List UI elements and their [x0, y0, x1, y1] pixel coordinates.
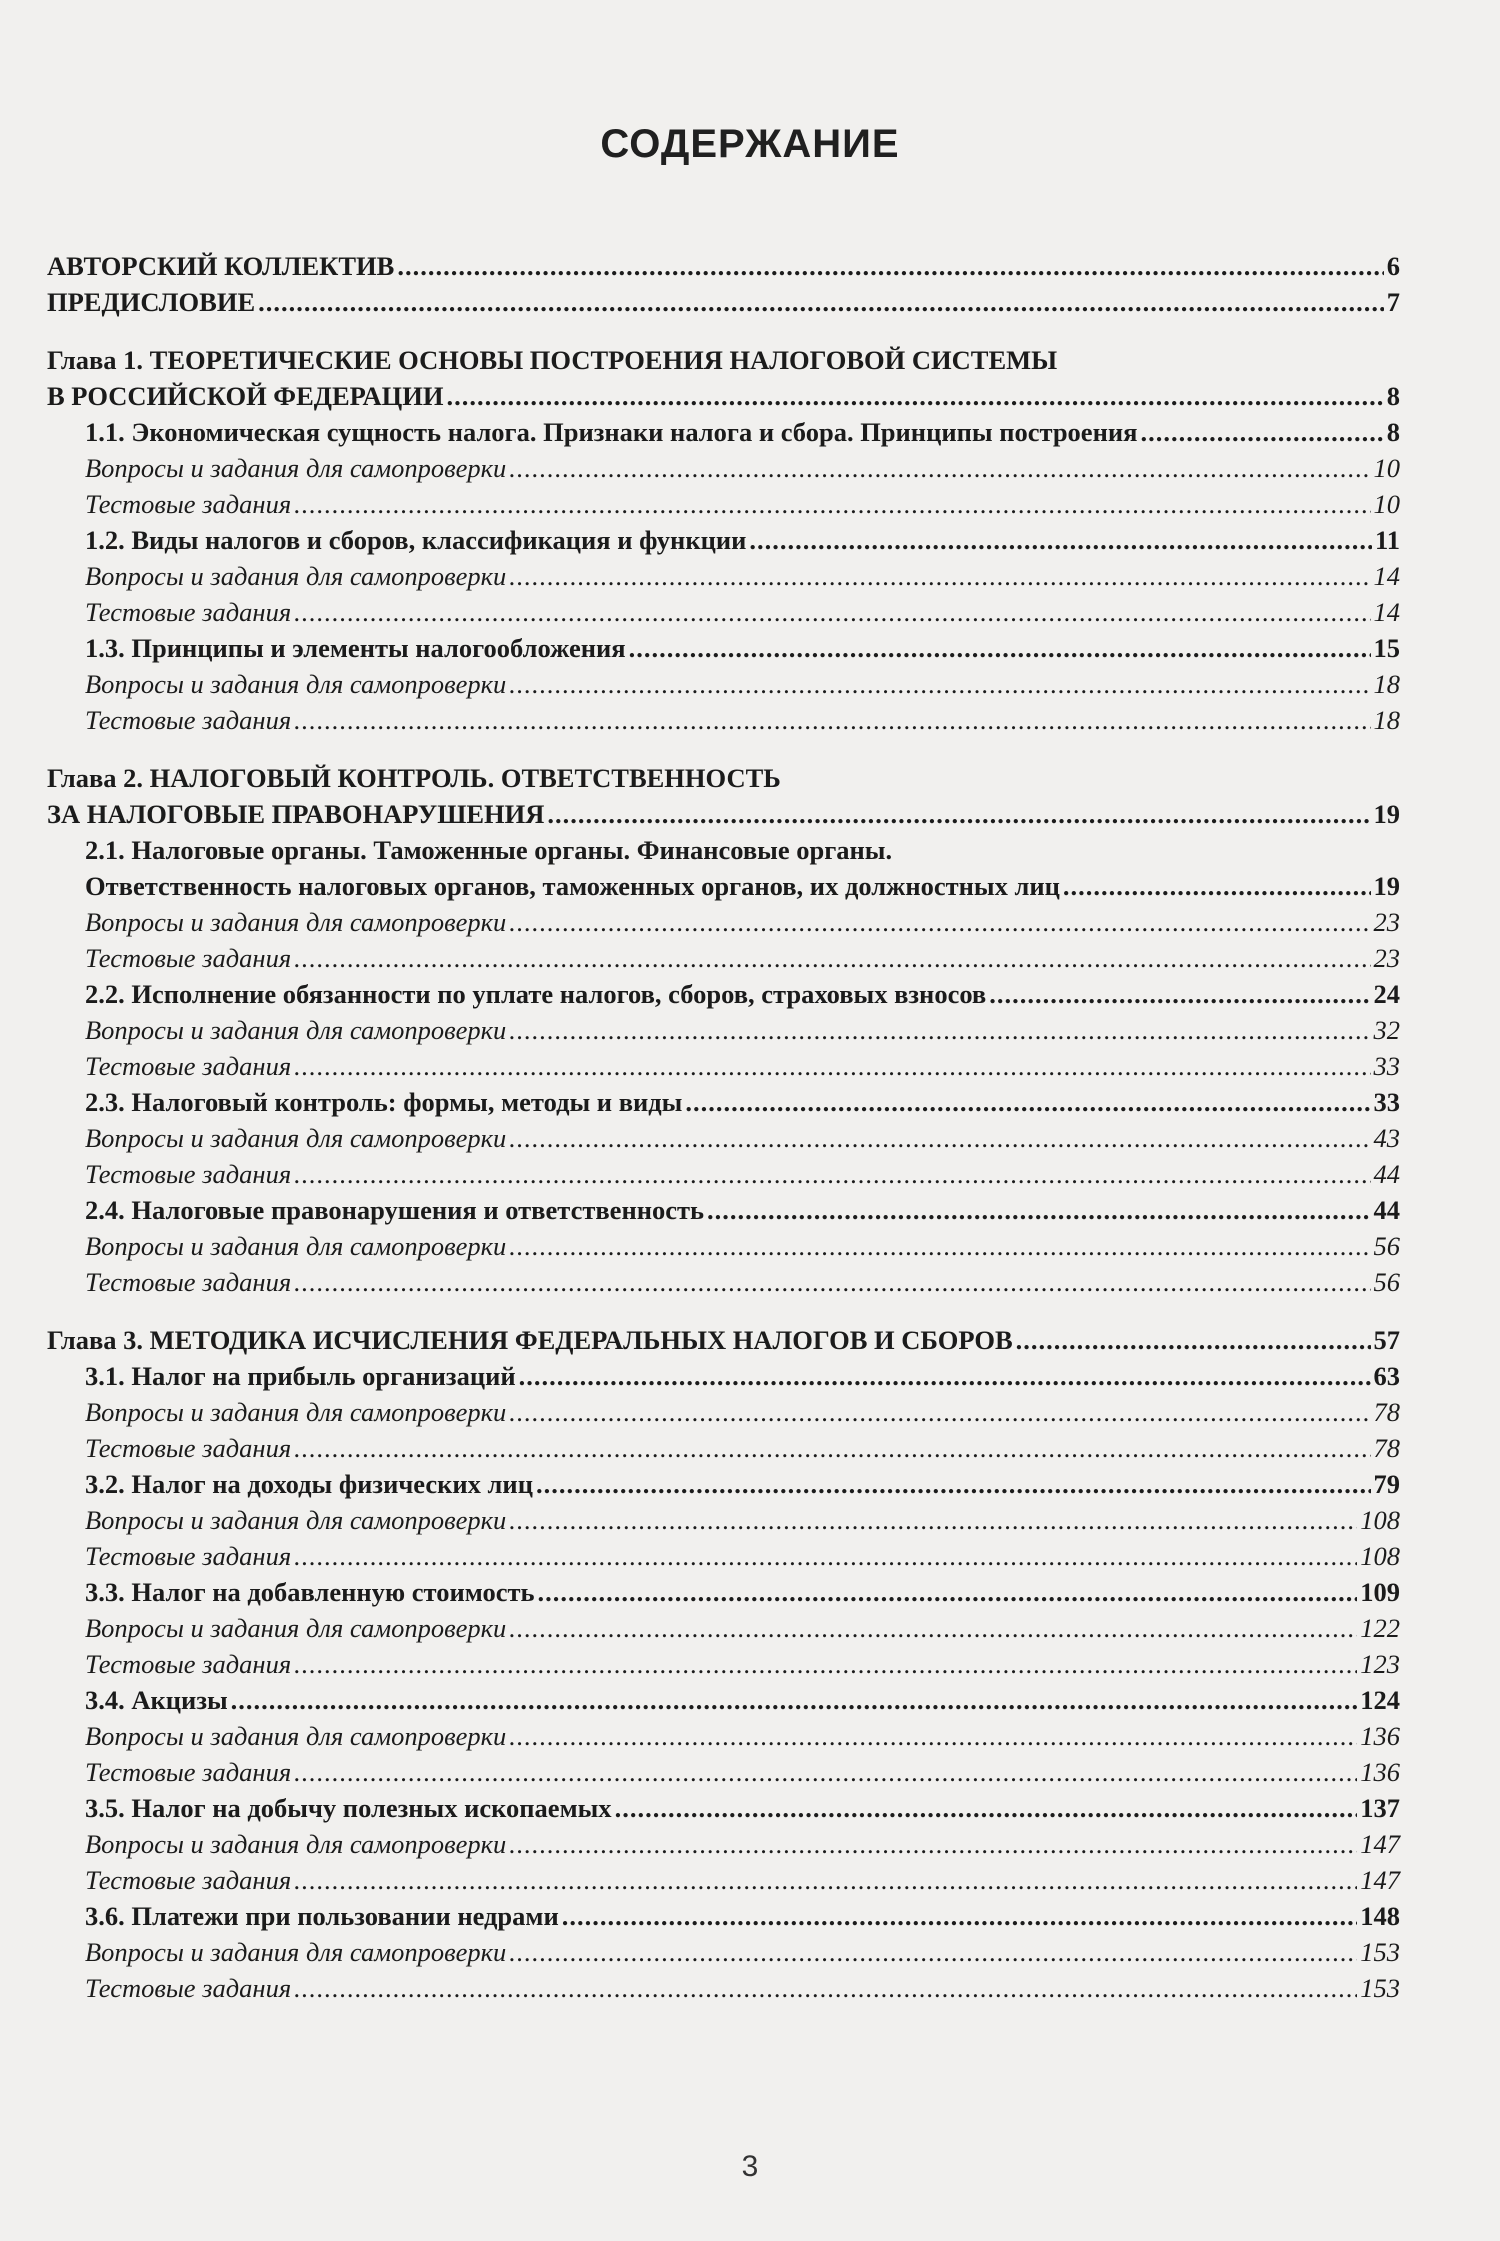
toc-entry-label: Вопросы и задания для самопроверки — [85, 1937, 507, 1967]
toc-entry-label: Вопросы и задания для самопроверки — [85, 1613, 507, 1643]
toc-page-number: 78 — [1373, 1397, 1400, 1427]
toc-entry-label: Ответственность налоговых органов, таможенных органов, их должностных лиц — [85, 871, 1060, 901]
chapter-heading: Глава 2. НАЛОГОВЫЙ КОНТРОЛЬ. ОТВЕТСТВЕННОСТЬ — [47, 763, 781, 793]
toc-entry-label: 1.3. Принципы и элементы налогообложения — [85, 633, 626, 663]
tests-entry — [47, 940, 1400, 976]
toc-page-number: 43 — [1373, 1123, 1400, 1153]
front-matter-entry — [47, 248, 1400, 284]
toc-page-number: 15 — [1373, 633, 1400, 663]
section-entry — [47, 1682, 1400, 1718]
section-entry — [47, 1898, 1400, 1934]
dot-leader — [294, 1538, 1357, 1574]
dot-leader — [519, 1358, 1371, 1394]
toc-entry-label: 2.4. Налоговые правонарушения и ответственность — [85, 1195, 705, 1225]
toc-entry-label: Вопросы и задания для самопроверки — [85, 561, 507, 591]
dot-leader — [509, 1610, 1357, 1646]
tests-entry — [47, 1754, 1400, 1790]
section-entry — [47, 1574, 1400, 1610]
questions-entry — [47, 904, 1400, 940]
section-entry — [47, 1192, 1400, 1228]
dot-leader — [1063, 868, 1371, 904]
toc-page-number: 124 — [1360, 1685, 1400, 1715]
dot-leader — [509, 1120, 1370, 1156]
toc-entry-label: Вопросы и задания для самопроверки — [85, 1829, 507, 1859]
toc-page-number: 44 — [1373, 1195, 1400, 1225]
toc-entry-label: Вопросы и задания для самопроверки — [85, 1123, 507, 1153]
tests-entry — [47, 1862, 1400, 1898]
dot-leader — [294, 1156, 1370, 1192]
toc-entry-label: ЗА НАЛОГОВЫЕ ПРАВОНАРУШЕНИЯ — [47, 799, 545, 829]
toc-entry-label: Тестовые задания — [85, 1649, 292, 1679]
toc-page-number: 14 — [1373, 597, 1400, 627]
toc-page-number: 24 — [1373, 979, 1400, 1009]
toc-page-number: 147 — [1360, 1829, 1400, 1859]
dot-leader — [446, 378, 1383, 414]
toc-page-number: 147 — [1360, 1865, 1400, 1895]
toc-entry-label: АВТОРСКИЙ КОЛЛЕКТИВ — [47, 251, 395, 281]
toc-page-number: 23 — [1373, 943, 1400, 973]
toc-page-number: 63 — [1373, 1361, 1400, 1391]
tests-entry — [47, 1646, 1400, 1682]
dot-leader — [294, 594, 1370, 630]
toc-page-number: 19 — [1373, 799, 1400, 829]
toc-entry-label: 3.5. Налог на добычу полезных ископаемых — [85, 1793, 612, 1823]
dot-leader — [294, 1264, 1370, 1300]
section-entry — [47, 414, 1400, 450]
toc-entry-label: 3.4. Акцизы — [85, 1685, 228, 1715]
tests-entry — [47, 1264, 1400, 1300]
dot-leader — [562, 1898, 1358, 1934]
questions-entry — [47, 1120, 1400, 1156]
spacer — [47, 320, 1400, 342]
toc-page-number: 137 — [1360, 1793, 1400, 1823]
spacer — [47, 1300, 1400, 1322]
chapter-heading: Глава 1. ТЕОРЕТИЧЕСКИЕ ОСНОВЫ ПОСТРОЕНИЯ НАЛОГОВОЙ СИСТЕМЫ — [47, 345, 1058, 375]
toc-entry-label: В РОССИЙСКОЙ ФЕДЕРАЦИИ — [47, 381, 444, 411]
toc-entry-label: 1.2. Виды налогов и сборов, классификация и функции — [85, 525, 747, 555]
toc-entry-label: Вопросы и задания для самопроверки — [85, 1721, 507, 1751]
dot-leader — [294, 1430, 1370, 1466]
toc-entry-label: 3.3. Налог на добавленную стоимость — [85, 1577, 535, 1607]
tests-entry — [47, 486, 1400, 522]
dot-leader — [509, 1012, 1370, 1048]
toc-entry-label: Тестовые задания — [85, 1973, 292, 2003]
questions-entry — [47, 1394, 1400, 1430]
dot-leader — [294, 1048, 1370, 1084]
toc-page-number: 78 — [1373, 1433, 1400, 1463]
toc-page-number: 10 — [1373, 453, 1400, 483]
dot-leader — [294, 1754, 1357, 1790]
toc-entry-label: Тестовые задания — [85, 943, 292, 973]
dot-leader — [397, 248, 1383, 284]
questions-entry — [47, 666, 1400, 702]
toc-page-number: 153 — [1360, 1937, 1400, 1967]
dot-leader — [536, 1466, 1371, 1502]
toc-page-number: 108 — [1360, 1541, 1400, 1571]
toc-page-number: 23 — [1373, 907, 1400, 937]
questions-entry — [47, 1718, 1400, 1754]
toc-page-number: 10 — [1373, 489, 1400, 519]
toc-entry-label: 1.1. Экономическая сущность налога. Признаки налога и сбора. Принципы построения — [85, 417, 1138, 447]
toc-entry-label: Вопросы и задания для самопроверки — [85, 669, 507, 699]
dot-leader — [509, 1228, 1370, 1264]
dot-leader — [509, 1718, 1357, 1754]
questions-entry — [47, 450, 1400, 486]
chapter-heading-entry — [47, 1322, 1400, 1358]
toc-page-number: 14 — [1373, 561, 1400, 591]
dot-leader — [509, 450, 1370, 486]
dot-leader — [294, 940, 1370, 976]
toc-page-number: 11 — [1374, 525, 1400, 555]
dot-leader — [547, 796, 1370, 832]
section-entry — [47, 1466, 1400, 1502]
toc-entry-label: Вопросы и задания для самопроверки — [85, 1397, 507, 1427]
dot-leader — [294, 702, 1370, 738]
toc-page-number: 123 — [1360, 1649, 1400, 1679]
toc-page-number: 122 — [1360, 1613, 1400, 1643]
tests-entry — [47, 1970, 1400, 2006]
toc-entry-label: Вопросы и задания для самопроверки — [85, 907, 507, 937]
page-number: 3 — [741, 2150, 759, 2183]
toc-page-number: 6 — [1386, 251, 1400, 281]
toc-entry-label: ПРЕДИСЛОВИЕ — [47, 287, 256, 317]
dot-leader — [685, 1084, 1370, 1120]
tests-entry — [47, 1538, 1400, 1574]
dot-leader — [538, 1574, 1358, 1610]
dot-leader — [258, 284, 1384, 320]
toc-page-number: 148 — [1360, 1901, 1400, 1931]
dot-leader — [1016, 1322, 1371, 1358]
toc-entry-label: Вопросы и задания для самопроверки — [85, 1015, 507, 1045]
toc-entry-label: Тестовые задания — [85, 705, 292, 735]
toc-page-number: 56 — [1373, 1267, 1400, 1297]
dot-leader — [509, 558, 1370, 594]
dot-leader — [509, 1826, 1357, 1862]
section-entry — [47, 1790, 1400, 1826]
dot-leader — [629, 630, 1371, 666]
toc-entry-label: Тестовые задания — [85, 1051, 292, 1081]
tests-entry — [47, 1156, 1400, 1192]
section-entry — [47, 630, 1400, 666]
toc-entry-label: 2.2. Исполнение обязанности по уплате налогов, сборов, страховых взносов — [85, 979, 987, 1009]
dot-leader — [294, 486, 1370, 522]
front-matter-entry — [47, 284, 1400, 320]
dot-leader — [509, 1394, 1370, 1430]
dot-leader — [509, 904, 1370, 940]
toc-entry-label: Тестовые задания — [85, 1865, 292, 1895]
dot-leader — [707, 1192, 1370, 1228]
toc-page-number: 18 — [1373, 705, 1400, 735]
section-entry — [47, 1358, 1400, 1394]
section-heading: 2.1. Налоговые органы. Таможенные органы. Финансовые органы. — [85, 835, 893, 865]
dot-leader — [749, 522, 1372, 558]
dot-leader — [509, 1934, 1357, 1970]
toc-page-number: 136 — [1360, 1757, 1400, 1787]
dot-leader — [509, 1502, 1357, 1538]
page-title: СОДЕРЖАНИЕ — [600, 122, 900, 166]
toc-entry-label: Глава 3. МЕТОДИКА ИСЧИСЛЕНИЯ ФЕДЕРАЛЬНЫХ НАЛОГОВ И СБОРОВ — [47, 1325, 1013, 1355]
toc-entry-label: 3.2. Налог на доходы физических лиц — [85, 1469, 533, 1499]
toc-page-number: 19 — [1373, 871, 1400, 901]
toc-page-number: 79 — [1373, 1469, 1400, 1499]
questions-entry — [47, 1934, 1400, 1970]
tests-entry — [47, 1048, 1400, 1084]
questions-entry — [47, 1012, 1400, 1048]
toc-page-number: 136 — [1360, 1721, 1400, 1751]
section-entry — [47, 522, 1400, 558]
tests-entry — [47, 594, 1400, 630]
section-entry — [47, 976, 1400, 1012]
toc-page-number: 108 — [1360, 1505, 1400, 1535]
table-of-contents — [47, 248, 1400, 2006]
dot-leader — [294, 1970, 1357, 2006]
dot-leader — [1140, 414, 1383, 450]
toc-entry-label: Тестовые задания — [85, 1433, 292, 1463]
section-entry — [47, 868, 1400, 904]
toc-page-number: 8 — [1386, 417, 1400, 447]
toc-page-number: 33 — [1373, 1087, 1400, 1117]
toc-page-number: 8 — [1386, 381, 1400, 411]
questions-entry — [47, 1610, 1400, 1646]
toc-entry-label: Вопросы и задания для самопроверки — [85, 1505, 507, 1535]
dot-leader — [294, 1862, 1357, 1898]
toc-entry-label: Тестовые задания — [85, 1757, 292, 1787]
toc-page-number: 153 — [1360, 1973, 1400, 2003]
toc-page-number: 33 — [1373, 1051, 1400, 1081]
tests-entry — [47, 702, 1400, 738]
questions-entry — [47, 1826, 1400, 1862]
spacer — [47, 738, 1400, 760]
questions-entry — [47, 1502, 1400, 1538]
toc-entry-label: 3.6. Платежи при пользовании недрами — [85, 1901, 559, 1931]
toc-entry-label: 2.3. Налоговый контроль: формы, методы и виды — [85, 1087, 683, 1117]
dot-leader — [509, 666, 1370, 702]
toc-entry-label: 3.1. Налог на прибыль организаций — [85, 1361, 516, 1391]
toc-entry-label: Тестовые задания — [85, 489, 292, 519]
toc-entry-label: Тестовые задания — [85, 597, 292, 627]
dot-leader — [615, 1790, 1358, 1826]
toc-page-number: 57 — [1373, 1325, 1400, 1355]
toc-page-number: 109 — [1360, 1577, 1400, 1607]
dot-leader — [231, 1682, 1358, 1718]
dot-leader — [989, 976, 1370, 1012]
toc-entry-label: Тестовые задания — [85, 1159, 292, 1189]
questions-entry — [47, 1228, 1400, 1264]
toc-page-number: 18 — [1373, 669, 1400, 699]
toc-page-number: 44 — [1373, 1159, 1400, 1189]
chapter-heading-entry — [47, 796, 1400, 832]
tests-entry — [47, 1430, 1400, 1466]
chapter-heading-entry — [47, 378, 1400, 414]
toc-entry-label: Вопросы и задания для самопроверки — [85, 453, 507, 483]
toc-entry-label: Тестовые задания — [85, 1541, 292, 1571]
questions-entry — [47, 558, 1400, 594]
toc-page-number: 56 — [1373, 1231, 1400, 1261]
toc-page-number: 7 — [1386, 287, 1400, 317]
toc-entry-label: Вопросы и задания для самопроверки — [85, 1231, 507, 1261]
toc-entry-label: Тестовые задания — [85, 1267, 292, 1297]
dot-leader — [294, 1646, 1357, 1682]
toc-page-number: 32 — [1373, 1015, 1400, 1045]
section-entry — [47, 1084, 1400, 1120]
